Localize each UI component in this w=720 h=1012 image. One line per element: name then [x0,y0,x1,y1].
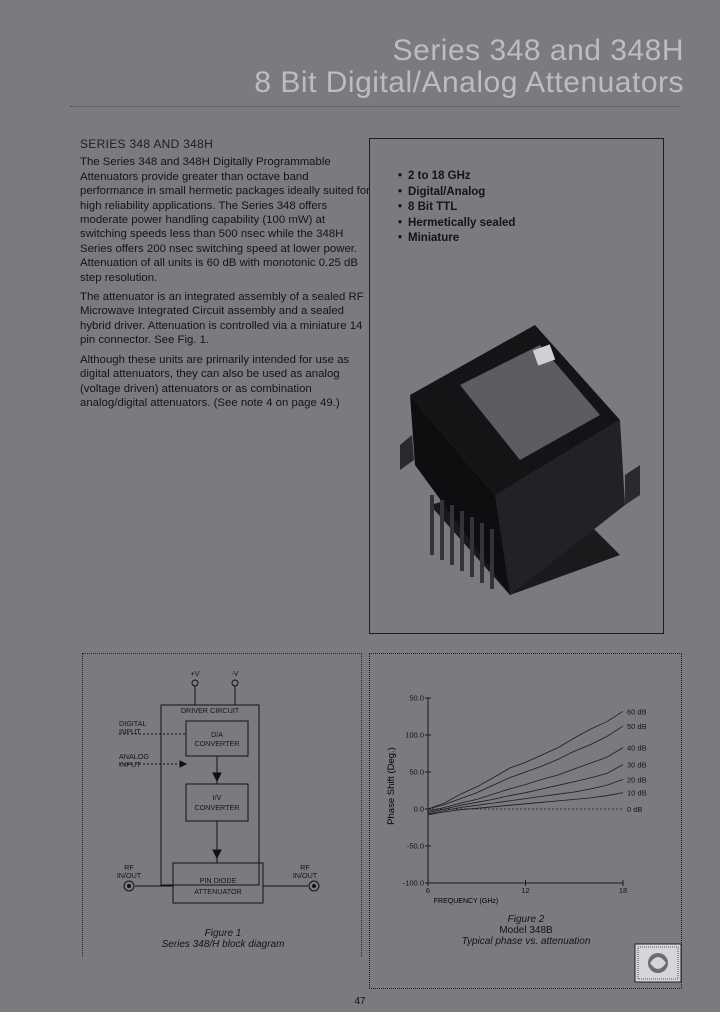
da-converter-label: CONVERTER [194,739,240,748]
figure1-block-diagram [83,654,363,958]
feature-box [369,138,664,634]
series-label: 60 dB [627,707,647,717]
series-label: 10 dB [627,788,647,798]
figure2-frame [369,653,682,989]
x-tick-label: 18 [618,886,628,895]
analog-input-label: INPUT [119,760,141,769]
feature-item: • Miniature [398,231,515,247]
series-label: 20 dB [627,775,647,785]
x-axis-label: FREQUENCY (GHz) [433,898,499,905]
series-line [428,726,623,809]
figure1-caption-text: Series 348/H block diagram [161,939,285,950]
figure2-caption-model: Model 348B [499,925,553,936]
intro-section [80,137,370,415]
feature-list [398,169,515,247]
y-tick-label: 100.0 [405,730,424,740]
feature-item: • 2 to 18 GHz [398,169,515,185]
iv-converter-label: CONVERTER [194,803,240,812]
analog-input-label: ANALOG [119,752,149,761]
series-label: 30 dB [627,760,647,770]
intro-paragraph: Although these units are primarily intended for use as digital attenuators, they can also be used as analog (voltage driven) attenuators or as combination analog/digital attenuators. (See note 4 on page 49.) [80,353,350,409]
attenuator-label: ATTENUATOR [194,887,242,896]
figure2-caption-title: Figure 2 [507,914,545,925]
rf-right-label: IN/OUT [292,871,318,880]
intro-paragraph: The attenuator is an integrated assembly of a sealed RF Microwave Integrated Circuit assembly and a sealed hybrid driver. Attenuation is controlled via a miniature 14 pin connector. See Fig. 1. [80,291,364,347]
iv-converter-label: I/V [212,793,222,802]
driver-circuit-label: DRIVER CIRCUIT [180,706,240,715]
x-tick-label: 6 [425,886,431,895]
phase-shift-chart [370,654,683,914]
figure1-caption-title: Figure 1 [204,928,242,939]
intro-paragraph: The Series 348 and 348H Digitally Programmable Attenuators provide greater than octave band performance in small hermetic packages ideally suited for high reliability applications. The Series 348 offers moderate power handling capability (100 mW) at switching speeds less than 500 nsec while the 348H Series offers 200 nsec switching speed at lower power. Attenuation of all units is 60 dB with monotonic 0.25 dB step resolution. [80,156,370,284]
figure1-frame [82,653,362,957]
page-title-line1: Series 348 and 348H [392,34,684,67]
y-tick-label: 50.0 [409,767,424,777]
series-line [428,711,623,809]
y-tick-label: -50.0 [406,841,424,851]
da-converter-label: D/A [211,730,223,739]
attenuator-product-photo [400,325,640,625]
series-line [428,748,623,812]
supply-pos-label: +V [190,669,200,678]
series-label: 0 dB [627,805,643,814]
y-tick-label: 50.0 [409,693,424,703]
figure2-caption [426,914,626,947]
supply-neg-label: -V [231,669,239,678]
x-tick-label: 12 [521,886,530,895]
rf-left-label: IN/OUT [116,871,142,880]
figure2-caption-text: Typical phase vs. attenuation [461,936,591,947]
page-title-line2: 8 Bit Digital/Analog Attenuators [254,66,684,99]
feature-item: • Hermetically sealed [398,216,515,232]
y-tick-label: -100.0 [402,878,424,888]
company-logo-seal [634,943,682,983]
digital-input-label: DIGITAL [119,719,147,728]
digital-input-label: INPUT [119,727,141,736]
figure1-caption [123,928,323,950]
rf-right-label: RF [300,863,310,872]
feature-item: • 8 Bit TTL [398,200,515,216]
series-label: 50 dB [627,722,647,732]
y-tick-label: 0.0 [413,804,424,814]
intro-heading: SERIES 348 AND 348H [80,137,214,151]
attenuator-label: PIN DIODE [199,876,237,885]
feature-item: • Digital/Analog [398,185,515,201]
y-axis-label: Phase Shift (Deg.) [386,747,397,825]
rf-left-label: RF [124,863,134,872]
page-number: 47 [354,996,366,1007]
header-divider [70,106,680,107]
series-label: 40 dB [627,743,647,753]
